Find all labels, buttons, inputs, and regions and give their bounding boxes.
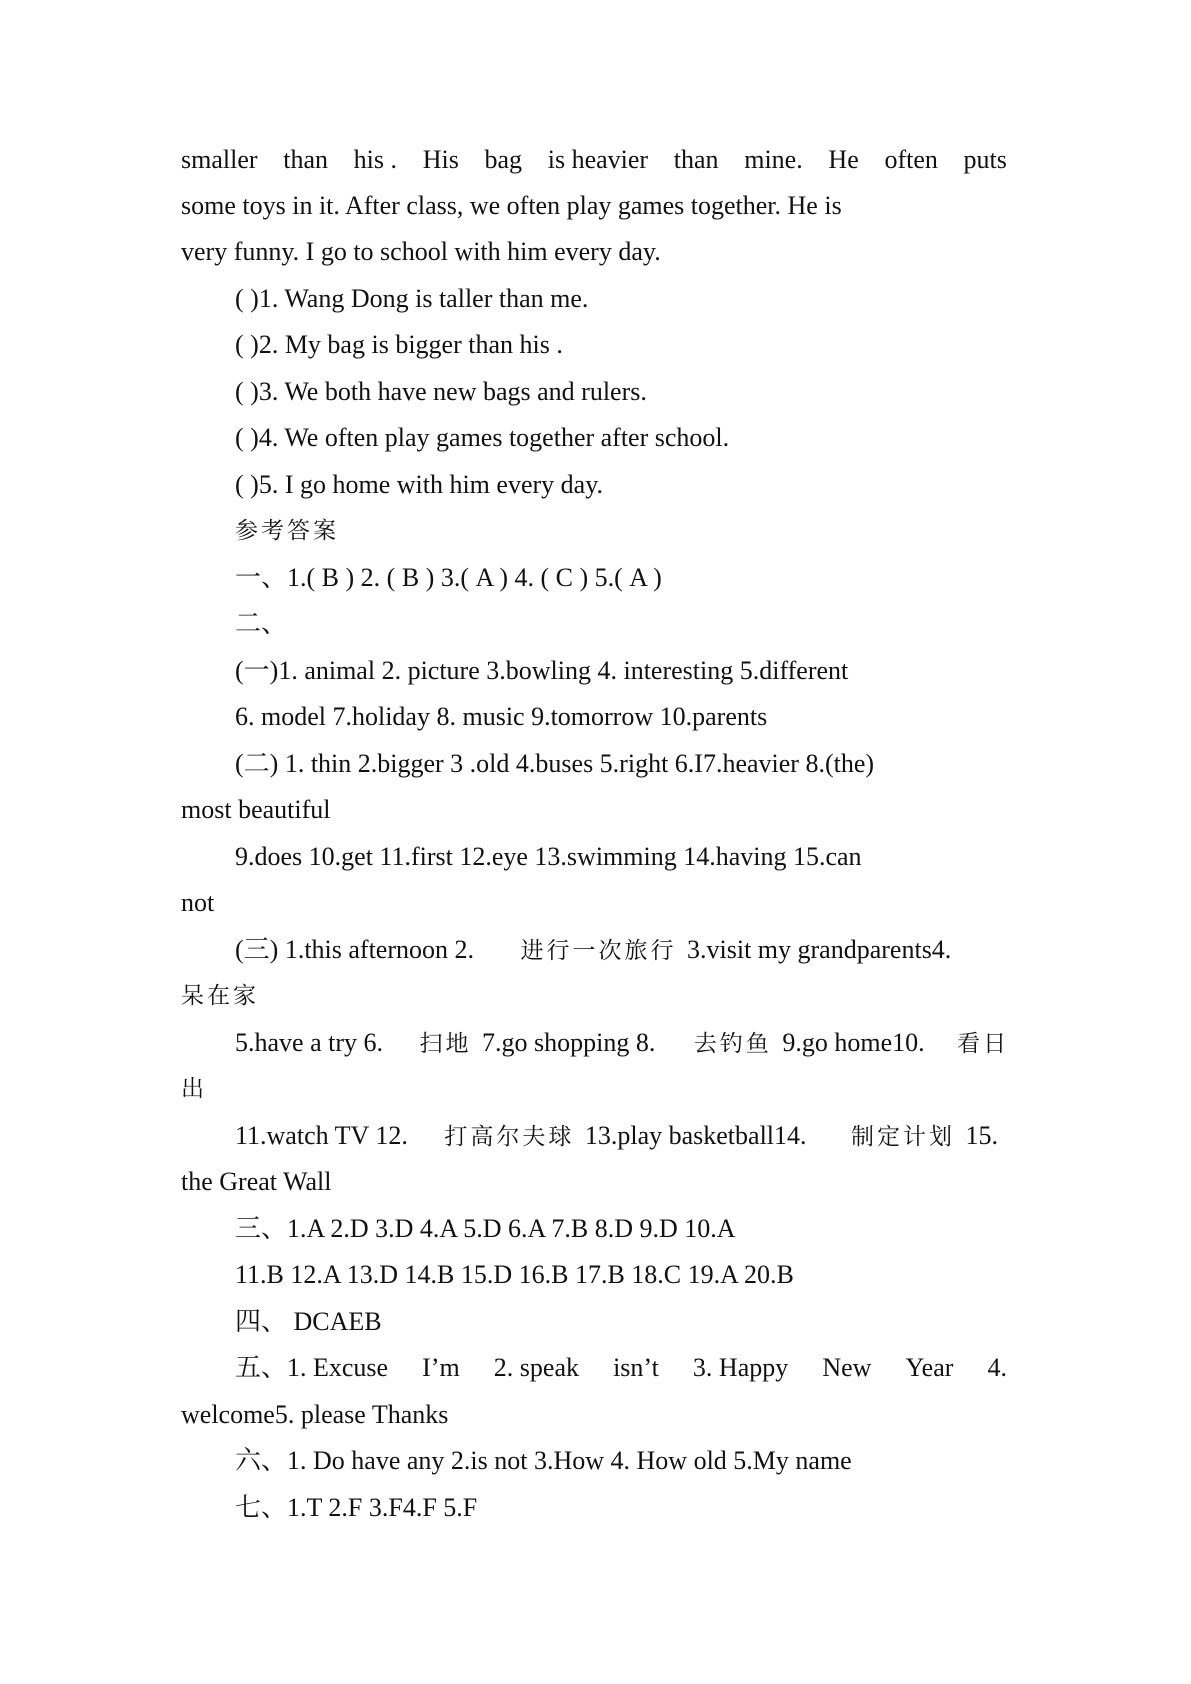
answer-word: I’m [422, 1353, 460, 1382]
answer-word: Year [905, 1353, 954, 1382]
answer-word: 4. [987, 1353, 1007, 1382]
answer-section-2-part-3e [181, 1119, 1007, 1153]
answer-text: 11.watch TV 12. [235, 1121, 408, 1150]
answer-section-3a: 三、1.A 2.D 3.D 4.A 5.D 6.A 7.B 8.D 9.D 10.A [235, 1214, 736, 1243]
question-5: ( )5. I go home with him every day. [235, 470, 603, 499]
answer-text: 7.go shopping 8. [482, 1028, 656, 1057]
answer-section-5b: welcome5. please Thanks [181, 1400, 449, 1429]
answer-text: 3.visit my grandparents4. [687, 935, 952, 964]
passage-line-2: some toys in it. After class, we often play games together. He is [181, 191, 842, 220]
answer-chinese-text: 看日 [957, 1031, 1010, 1057]
answer-chinese-text: 进行一次旅行 [520, 938, 677, 964]
passage-word: His [422, 145, 459, 174]
passage-word: smaller [181, 145, 258, 174]
passage-word: puts [963, 145, 1007, 174]
answer-section-7: 七、1.T 2.F 3.F4.F 5.F [235, 1493, 478, 1522]
answer-section-2-part-3d: 出 [181, 1076, 207, 1102]
answer-chinese-text: 去钓鱼 [693, 1031, 772, 1057]
answer-word: New [822, 1353, 872, 1382]
answer-text: (三) 1.this afternoon 2. [235, 935, 475, 964]
question-2: ( )2. My bag is bigger than his . [235, 330, 563, 359]
passage-word: mine. [744, 145, 803, 174]
answer-section-6: 六、1. Do have any 2.is not 3.How 4. How old 5.My name [235, 1446, 852, 1475]
answer-section-2-part-3b: 呆在家 [181, 983, 259, 1009]
answer-section-2-part-1b: 6. model 7.holiday 8. music 9.tomorrow 10.parents [235, 702, 768, 731]
answer-word: isn’t [613, 1353, 659, 1382]
answer-chinese-text: 制定计划 [851, 1124, 956, 1150]
answer-text: 9.go home10. [782, 1028, 925, 1057]
passage-line-1 [181, 143, 1007, 177]
answer-section-2-part-1a: (一)1. animal 2. picture 3.bowling 4. interesting 5.different [235, 656, 849, 685]
question-4: ( )4. We often play games together after school. [235, 423, 730, 452]
answer-section-2-part-3f: the Great Wall [181, 1167, 332, 1196]
answer-word: 五、1. Excuse [235, 1353, 389, 1382]
answer-section-1: 一、1.( B ) 2. ( B ) 3.( A ) 4. ( C ) 5.( A ) [235, 563, 662, 592]
answer-text: 5.have a try 6. [235, 1028, 384, 1057]
answer-chinese-text: 扫地 [419, 1031, 472, 1057]
passage-word: than [673, 145, 719, 174]
passage-word: often [884, 145, 938, 174]
question-3: ( )3. We both have new bags and rulers. [235, 377, 647, 406]
passage-word: his . [353, 145, 398, 174]
passage-word: bag [484, 145, 523, 174]
answer-text: 15. [965, 1121, 999, 1150]
answer-key-heading: 参考答案 [235, 518, 339, 544]
answer-section-2-part-2b: most beautiful [181, 795, 331, 824]
passage-word: than [283, 145, 328, 174]
answer-word: 3. Happy [692, 1353, 789, 1382]
answer-text: 13.play basketball14. [584, 1121, 807, 1150]
answer-section-5a [181, 1351, 1007, 1385]
passage-line-3: very funny. I go to school with him every day. [181, 237, 661, 266]
passage-word: is heavier [547, 145, 649, 174]
answer-section-2-part-3a [181, 933, 1007, 967]
passage-word: He [828, 145, 859, 174]
answer-section-2-part-3c [181, 1026, 1010, 1060]
answer-chinese-text: 打高尔夫球 [444, 1124, 575, 1150]
answer-section-2-part-2c: 9.does 10.get 11.first 12.eye 13.swimming 14.having 15.can [235, 842, 862, 871]
answer-section-2-heading: 二、 [235, 609, 288, 638]
answer-word: 2. speak [493, 1353, 579, 1382]
answer-section-2-part-2a: (二) 1. thin 2.bigger 3 .old 4.buses 5.right 6.I7.heavier 8.(the) [235, 749, 875, 778]
answer-section-2-part-2d: not [181, 888, 215, 917]
question-1: ( )1. Wang Dong is taller than me. [235, 284, 589, 313]
answer-section-3b: 11.B 12.A 13.D 14.B 15.D 16.B 17.B 18.C 19.A 20.B [235, 1260, 794, 1289]
answer-section-4: 四、 DCAEB [235, 1307, 382, 1336]
